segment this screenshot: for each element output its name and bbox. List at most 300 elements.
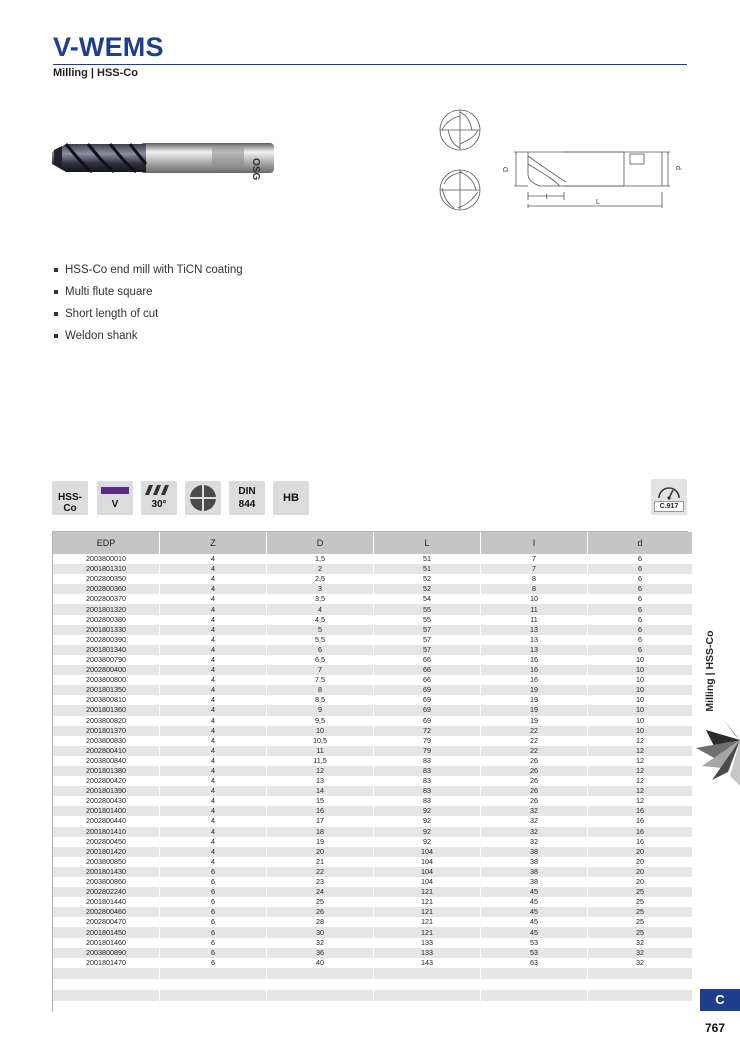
table-cell: 4: [160, 716, 267, 726]
side-section-text: Milling | HSS-Co: [704, 630, 716, 712]
table-cell: 22: [481, 736, 588, 746]
square-end-badge: [185, 481, 221, 515]
table-cell: 2001801420: [53, 847, 160, 857]
table-cell: 7,5: [267, 675, 374, 685]
table-cell: 57: [374, 645, 481, 655]
table-cell: 45: [481, 917, 588, 927]
table-cell: 12: [588, 776, 693, 786]
table-row: [53, 736, 692, 746]
table-cell: 4: [160, 857, 267, 867]
table-cell: 32: [588, 958, 693, 968]
table-cell: 11: [481, 615, 588, 625]
table-cell: 8: [267, 685, 374, 695]
table-cell: 2002800400: [53, 665, 160, 675]
table-cell: 2001801460: [53, 938, 160, 948]
table-row-empty: [53, 990, 692, 1001]
table-cell: 2001801360: [53, 705, 160, 715]
table-cell: 5: [267, 625, 374, 635]
table-cell: 16: [588, 827, 693, 837]
table-cell: 2002800470: [53, 917, 160, 927]
table-cell: 14: [267, 786, 374, 796]
table-cell: 25: [267, 897, 374, 907]
table-cell: 8: [481, 584, 588, 594]
table-cell: 20: [588, 867, 693, 877]
table-cell: 12: [588, 746, 693, 756]
table-cell: 22: [481, 726, 588, 736]
table-cell: 92: [374, 806, 481, 816]
table-cell: 4: [160, 806, 267, 816]
table-cell: 2003800830: [53, 736, 160, 746]
table-cell: 38: [481, 847, 588, 857]
table-cell: 2003800840: [53, 756, 160, 766]
table-cell: 2002800460: [53, 907, 160, 917]
table-cell: 16: [481, 655, 588, 665]
side-tool-graphic: [696, 720, 740, 786]
table-cell: 7: [481, 564, 588, 574]
table-cell: 4: [160, 705, 267, 715]
table-row: [53, 756, 692, 766]
table-cell: 26: [481, 766, 588, 776]
table-cell: 54: [374, 594, 481, 604]
table-row: [53, 938, 692, 948]
table-cell: 6: [588, 584, 693, 594]
table-cell: 17: [267, 816, 374, 826]
table-cell: 2002800440: [53, 816, 160, 826]
table-cell: 4: [160, 564, 267, 574]
table-cell: 92: [374, 837, 481, 847]
table-row: [53, 806, 692, 816]
table-cell: 6: [588, 564, 693, 574]
table-cell: 53: [481, 938, 588, 948]
table-cell-empty: [267, 979, 374, 990]
table-row: [53, 867, 692, 877]
table-cell: 4: [160, 756, 267, 766]
technical-drawing: [432, 104, 681, 216]
table-cell: 4: [160, 635, 267, 645]
table-cell: 11,5: [267, 756, 374, 766]
table-cell: 2003800790: [53, 655, 160, 665]
standard-line2: 844: [238, 499, 256, 510]
label-l: l: [546, 194, 548, 201]
table-row: [53, 948, 692, 958]
table-row: [53, 796, 692, 806]
table-cell-empty: [267, 968, 374, 979]
table-row: [53, 665, 692, 675]
table-cell: 4: [160, 695, 267, 705]
table-row: [53, 746, 692, 756]
page-subtitle: Milling | HSS-Co: [53, 67, 138, 79]
table-cell: 2002800420: [53, 776, 160, 786]
table-cell: 2001801400: [53, 806, 160, 816]
table-cell: 143: [374, 958, 481, 968]
table-header-row: [53, 532, 692, 554]
feature-list: [53, 263, 243, 351]
table-cell: 69: [374, 716, 481, 726]
table-cell: 4: [160, 655, 267, 665]
table-cell: 16: [481, 665, 588, 675]
table-cell-empty: [481, 979, 588, 990]
table-row: [53, 887, 692, 897]
table-cell: 28: [267, 917, 374, 927]
table-cell: 10: [588, 695, 693, 705]
table-cell: 16: [481, 675, 588, 685]
table-cell: 25: [588, 927, 693, 937]
table-cell: 45: [481, 907, 588, 917]
table-cell: 4: [160, 816, 267, 826]
table-cell: 19: [481, 695, 588, 705]
table-cell: 6: [267, 645, 374, 655]
table-cell: 4: [160, 645, 267, 655]
table-cell: 38: [481, 867, 588, 877]
column-header: Z: [160, 532, 267, 554]
table-cell: 10: [588, 675, 693, 685]
table-row: [53, 847, 692, 857]
table-row-empty: [53, 968, 692, 979]
table-cell: 6: [160, 917, 267, 927]
table-row: [53, 927, 692, 937]
table-cell: 20: [588, 877, 693, 887]
table-cell: 22: [267, 867, 374, 877]
side-section-label: [700, 630, 720, 720]
table-row: [53, 877, 692, 887]
table-cell: 10: [588, 665, 693, 675]
table-cell: 12: [588, 786, 693, 796]
feature-item: HSS-Co end mill with TiCN coating: [53, 263, 243, 285]
table-row: [53, 907, 692, 917]
table-cell: 11: [267, 746, 374, 756]
table-cell: 24: [267, 887, 374, 897]
table-cell: 25: [588, 917, 693, 927]
feature-item: Short length of cut: [53, 307, 243, 329]
helix-badge: [141, 481, 177, 515]
table-cell: 63: [481, 958, 588, 968]
table-cell: 10,5: [267, 736, 374, 746]
table-row: [53, 675, 692, 685]
table-cell: 6: [160, 907, 267, 917]
table-cell: 10: [481, 594, 588, 604]
table-row: [53, 766, 692, 776]
table-row: [53, 604, 692, 614]
table-row: [53, 635, 692, 645]
table-row: [53, 645, 692, 655]
table-cell: 15: [267, 796, 374, 806]
feature-item: Multi flute square: [53, 285, 243, 307]
table-cell: 30: [267, 927, 374, 937]
table-cell-empty: [588, 968, 693, 979]
table-cell: 13: [481, 645, 588, 655]
table-cell: 5,5: [267, 635, 374, 645]
coating-badge-label: V: [111, 499, 119, 510]
table-cell: 16: [588, 816, 693, 826]
table-cell: 26: [481, 786, 588, 796]
table-cell-empty: [267, 1001, 374, 1012]
table-row: [53, 816, 692, 826]
table-cell: 10: [588, 705, 693, 715]
table-cell: 4: [160, 584, 267, 594]
table-cell: 1,5: [267, 554, 374, 564]
table-cell: 6,5: [267, 655, 374, 665]
table-cell: 121: [374, 897, 481, 907]
table-cell: 2001801310: [53, 564, 160, 574]
section-tab: C: [700, 989, 740, 1011]
table-cell: 104: [374, 857, 481, 867]
table-cell: 2003800820: [53, 716, 160, 726]
table-cell: 6: [588, 645, 693, 655]
table-row: [53, 574, 692, 584]
table-cell: 45: [481, 887, 588, 897]
table-row: [53, 594, 692, 604]
table-cell: 4: [160, 665, 267, 675]
table-cell: 4,5: [267, 615, 374, 625]
table-cell: 66: [374, 665, 481, 675]
table-cell: 4: [160, 776, 267, 786]
table-cell: 6: [588, 635, 693, 645]
table-cell-empty: [160, 1001, 267, 1012]
table-cell: 16: [588, 837, 693, 847]
table-cell: 133: [374, 938, 481, 948]
table-cell-empty: [588, 990, 693, 1001]
table-cell: 51: [374, 554, 481, 564]
table-cell: 9: [267, 705, 374, 715]
table-row: [53, 726, 692, 736]
table-cell: 16: [267, 806, 374, 816]
table-cell: 38: [481, 857, 588, 867]
table-cell: 83: [374, 766, 481, 776]
table-cell: 20: [588, 847, 693, 857]
table-cell: 25: [588, 897, 693, 907]
table-cell: 4: [160, 675, 267, 685]
table-cell: 4: [160, 625, 267, 635]
table-cell: 12: [588, 766, 693, 776]
table-cell-empty: [160, 979, 267, 990]
product-table-container: [52, 531, 688, 1012]
table-cell: 6: [588, 554, 693, 564]
table-cell: 26: [267, 907, 374, 917]
gauge-ref: C.917: [654, 501, 684, 512]
label-L: L: [596, 199, 600, 206]
table-row-empty: [53, 979, 692, 990]
table-cell: 2002802240: [53, 887, 160, 897]
table-cell: 83: [374, 776, 481, 786]
label-D: D: [503, 166, 510, 172]
table-cell: 79: [374, 736, 481, 746]
table-cell: 2001801440: [53, 897, 160, 907]
table-cell: 4: [267, 604, 374, 614]
table-cell: 53: [481, 948, 588, 958]
table-cell: 6: [588, 625, 693, 635]
material-badge: [52, 481, 88, 515]
coating-color-bar: [101, 487, 129, 494]
table-cell: 12: [267, 766, 374, 776]
table-cell-empty: [53, 1001, 160, 1012]
table-cell: 45: [481, 927, 588, 937]
table-cell-empty: [160, 968, 267, 979]
table-cell-empty: [374, 1001, 481, 1012]
table-cell: 72: [374, 726, 481, 736]
helix-badge-label: 30°: [151, 499, 167, 510]
table-cell-empty: [481, 990, 588, 1001]
table-cell: 4: [160, 604, 267, 614]
table-cell: 66: [374, 655, 481, 665]
table-cell: 2003800010: [53, 554, 160, 564]
table-cell: 2002800360: [53, 584, 160, 594]
table-cell: 2001801410: [53, 827, 160, 837]
table-cell: 18: [267, 827, 374, 837]
table-row: [53, 716, 692, 726]
table-cell: 32: [481, 816, 588, 826]
table-cell: 10: [588, 716, 693, 726]
table-cell: 3,5: [267, 594, 374, 604]
column-header: l: [481, 532, 588, 554]
table-cell: 10: [588, 726, 693, 736]
table-cell: 16: [588, 806, 693, 816]
table-cell: 6: [160, 938, 267, 948]
square-end-icon: [188, 483, 218, 513]
material-badge-label: HSS-Co: [58, 492, 82, 514]
column-header: D: [267, 532, 374, 554]
table-cell: 2002800390: [53, 635, 160, 645]
table-cell-empty: [53, 968, 160, 979]
table-row: [53, 655, 692, 665]
table-cell: 4: [160, 827, 267, 837]
table-cell: 7: [481, 554, 588, 564]
table-cell: 2003800890: [53, 948, 160, 958]
gauge-badge: [651, 479, 687, 515]
table-cell: 19: [481, 685, 588, 695]
table-cell-empty: [160, 990, 267, 1001]
table-cell-empty: [374, 979, 481, 990]
table-cell: 121: [374, 887, 481, 897]
table-cell: 2003800800: [53, 675, 160, 685]
table-cell: 6: [588, 604, 693, 614]
table-cell-empty: [267, 990, 374, 1001]
column-header: d: [588, 532, 693, 554]
table-cell: 57: [374, 625, 481, 635]
table-cell: 13: [267, 776, 374, 786]
table-cell: 133: [374, 948, 481, 958]
table-cell: 19: [481, 705, 588, 715]
table-cell: 21: [267, 857, 374, 867]
table-cell-empty: [53, 990, 160, 1001]
table-cell: 6: [588, 574, 693, 584]
table-row: [53, 857, 692, 867]
table-cell: 10: [267, 726, 374, 736]
title-divider: [53, 64, 687, 65]
table-row: [53, 786, 692, 796]
table-row: [53, 837, 692, 847]
standard-line1: DIN: [238, 486, 256, 497]
table-cell: 4: [160, 594, 267, 604]
table-cell: 104: [374, 877, 481, 887]
table-row: [53, 554, 692, 564]
table-cell: 13: [481, 625, 588, 635]
table-cell: 7: [267, 665, 374, 675]
table-cell: 83: [374, 786, 481, 796]
table-cell: 20: [588, 857, 693, 867]
table-cell: 121: [374, 927, 481, 937]
table-cell: 10: [588, 655, 693, 665]
table-cell: 2001801370: [53, 726, 160, 736]
table-cell: 2002800430: [53, 796, 160, 806]
table-cell: 4: [160, 746, 267, 756]
table-row-empty: [53, 1001, 692, 1012]
table-cell: 121: [374, 917, 481, 927]
table-cell: 121: [374, 907, 481, 917]
table-body: [53, 554, 692, 1012]
feature-item: Weldon shank: [53, 329, 243, 351]
standard-badge: [229, 481, 265, 515]
table-cell: 19: [267, 837, 374, 847]
table-cell: 69: [374, 685, 481, 695]
table-cell: 13: [481, 635, 588, 645]
table-cell: 6: [160, 887, 267, 897]
table-cell-empty: [588, 979, 693, 990]
table-cell: 6: [160, 948, 267, 958]
product-table: [53, 532, 692, 1012]
table-cell-empty: [481, 1001, 588, 1012]
table-cell-empty: [374, 990, 481, 1001]
table-row: [53, 776, 692, 786]
table-row: [53, 917, 692, 927]
table-cell: 83: [374, 796, 481, 806]
table-cell: 11: [481, 604, 588, 614]
table-cell: 2003800810: [53, 695, 160, 705]
table-cell: 20: [267, 847, 374, 857]
table-cell: 55: [374, 604, 481, 614]
table-cell: 2001801350: [53, 685, 160, 695]
table-cell: 4: [160, 796, 267, 806]
table-cell: 12: [588, 796, 693, 806]
table-cell-empty: [53, 979, 160, 990]
table-cell: 2001801320: [53, 604, 160, 614]
table-cell: 23: [267, 877, 374, 887]
table-cell: 2003800860: [53, 877, 160, 887]
table-cell: 66: [374, 675, 481, 685]
table-cell: 26: [481, 756, 588, 766]
table-cell: 2002800450: [53, 837, 160, 847]
table-cell: 32: [588, 938, 693, 948]
table-cell: 104: [374, 847, 481, 857]
table-cell: 4: [160, 786, 267, 796]
table-cell: 9,5: [267, 716, 374, 726]
table-cell: 57: [374, 635, 481, 645]
table-cell: 2002800380: [53, 615, 160, 625]
table-cell: 25: [588, 887, 693, 897]
table-cell: 4: [160, 766, 267, 776]
table-cell: 32: [481, 806, 588, 816]
table-cell: 8,5: [267, 695, 374, 705]
table-cell: 92: [374, 816, 481, 826]
table-cell: 92: [374, 827, 481, 837]
table-row: [53, 897, 692, 907]
helix-icon: [145, 485, 173, 495]
table-cell: 2: [267, 564, 374, 574]
shank-badge-label: HB: [283, 492, 299, 504]
table-cell: 4: [160, 554, 267, 564]
table-cell: 32: [267, 938, 374, 948]
table-cell: 2001801470: [53, 958, 160, 968]
table-cell: 2001801330: [53, 625, 160, 635]
table-cell: 32: [588, 948, 693, 958]
table-cell: 104: [374, 867, 481, 877]
table-row: [53, 564, 692, 574]
table-row: [53, 958, 692, 968]
column-header: L: [374, 532, 481, 554]
table-cell: 6: [588, 615, 693, 625]
table-cell: 3: [267, 584, 374, 594]
table-cell: 52: [374, 574, 481, 584]
end-mill-image: [48, 134, 280, 182]
